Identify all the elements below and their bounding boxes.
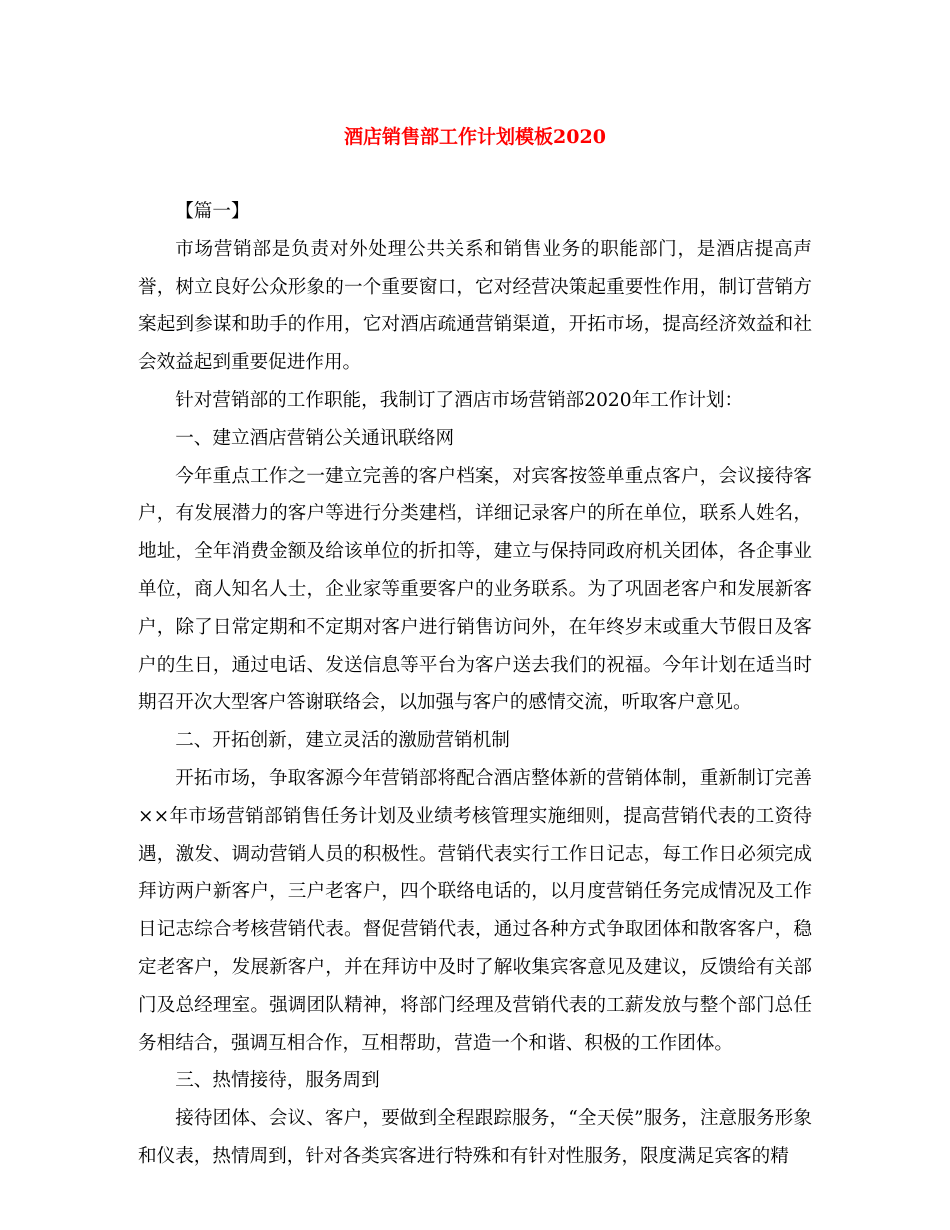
- document-body: [138, 193, 812, 1176]
- section-heading-2: 二、开拓创新，建立灵活的激励营销机制: [175, 730, 510, 752]
- paragraph-section-1: 今年重点工作之一建立完善的客户档案，对宾客按签单重点客户，会议接待客户，有发展潜力的客户等进行分类建档，详细记录客户的所在单位，联系人姓名，地址，全年消费金额及给该单位的折扣等，建立与保持同政府机关团体，各企事业单位，商人知名人士，企业家等重要客户的业务联系。为了巩固老客户和发展新客户，除了日常定期和不定期对客户进行销售访问外，在年终岁末或重大节假日及客户的生日，通过电话、发送信息等平台为客户送去我们的祝福。今年计划在适当时期召开次大型客户答谢联络会，以加强与客户的感情交流，听取客户意见。: [138, 465, 812, 714]
- section-heading-part-one: 【篇一】: [175, 201, 250, 222]
- paragraph-intro: 市场营销部是负责对外处理公共关系和销售业务的职能部门，是酒店提高声誉，树立良好公众形象的一个重要窗口，它对经营决策起重要性作用，制订营销方案起到参谋和助手的作用，它对酒店疏通营销渠道，开拓市场，提高经济效益和社会效益起到重要促进作用。: [138, 238, 812, 374]
- paragraph-section-3: 接待团体、会议、客户，要做到全程跟踪服务，“全天侯”服务，注意服务形象和仪表，热情周到，针对各类宾客进行特殊和有针对性服务，限度满足宾客的精: [138, 1108, 812, 1167]
- paragraph-section-2: 开拓市场，争取客源今年营销部将配合酒店整体新的营销体制，重新制订完善××年市场营销部销售任务计划及业绩考核管理实施细则，提高营销代表的工资待遇，激发、调动营销人员的积极性。营销代表实行工作日记志，每工作日必须完成拜访两户新客户，三户老客户，四个联络电话的，以月度营销任务完成情况及工作日记志综合考核营销代表。督促营销代表，通过各种方式争取团体和散客客户，稳定老客户，发展新客户，并在拜访中及时了解收集宾客意见及建议，反馈给有关部门及总经理室。强调团队精神，将部门经理及营销代表的工薪发放与整个部门总任务相结合，强调互相合作，互相帮助，营造一个和谐、积极的工作团体。: [138, 767, 812, 1054]
- paragraph-plan-statement: 针对营销部的工作职能，我制订了酒店市场营销部2020年工作计划：: [175, 389, 744, 411]
- section-heading-1: 一、建立酒店营销公关通讯联络网: [175, 427, 455, 449]
- section-heading-3: 三、热情接待，服务周到: [175, 1070, 380, 1092]
- document-title: 酒店销售部工作计划模板2020: [344, 126, 606, 148]
